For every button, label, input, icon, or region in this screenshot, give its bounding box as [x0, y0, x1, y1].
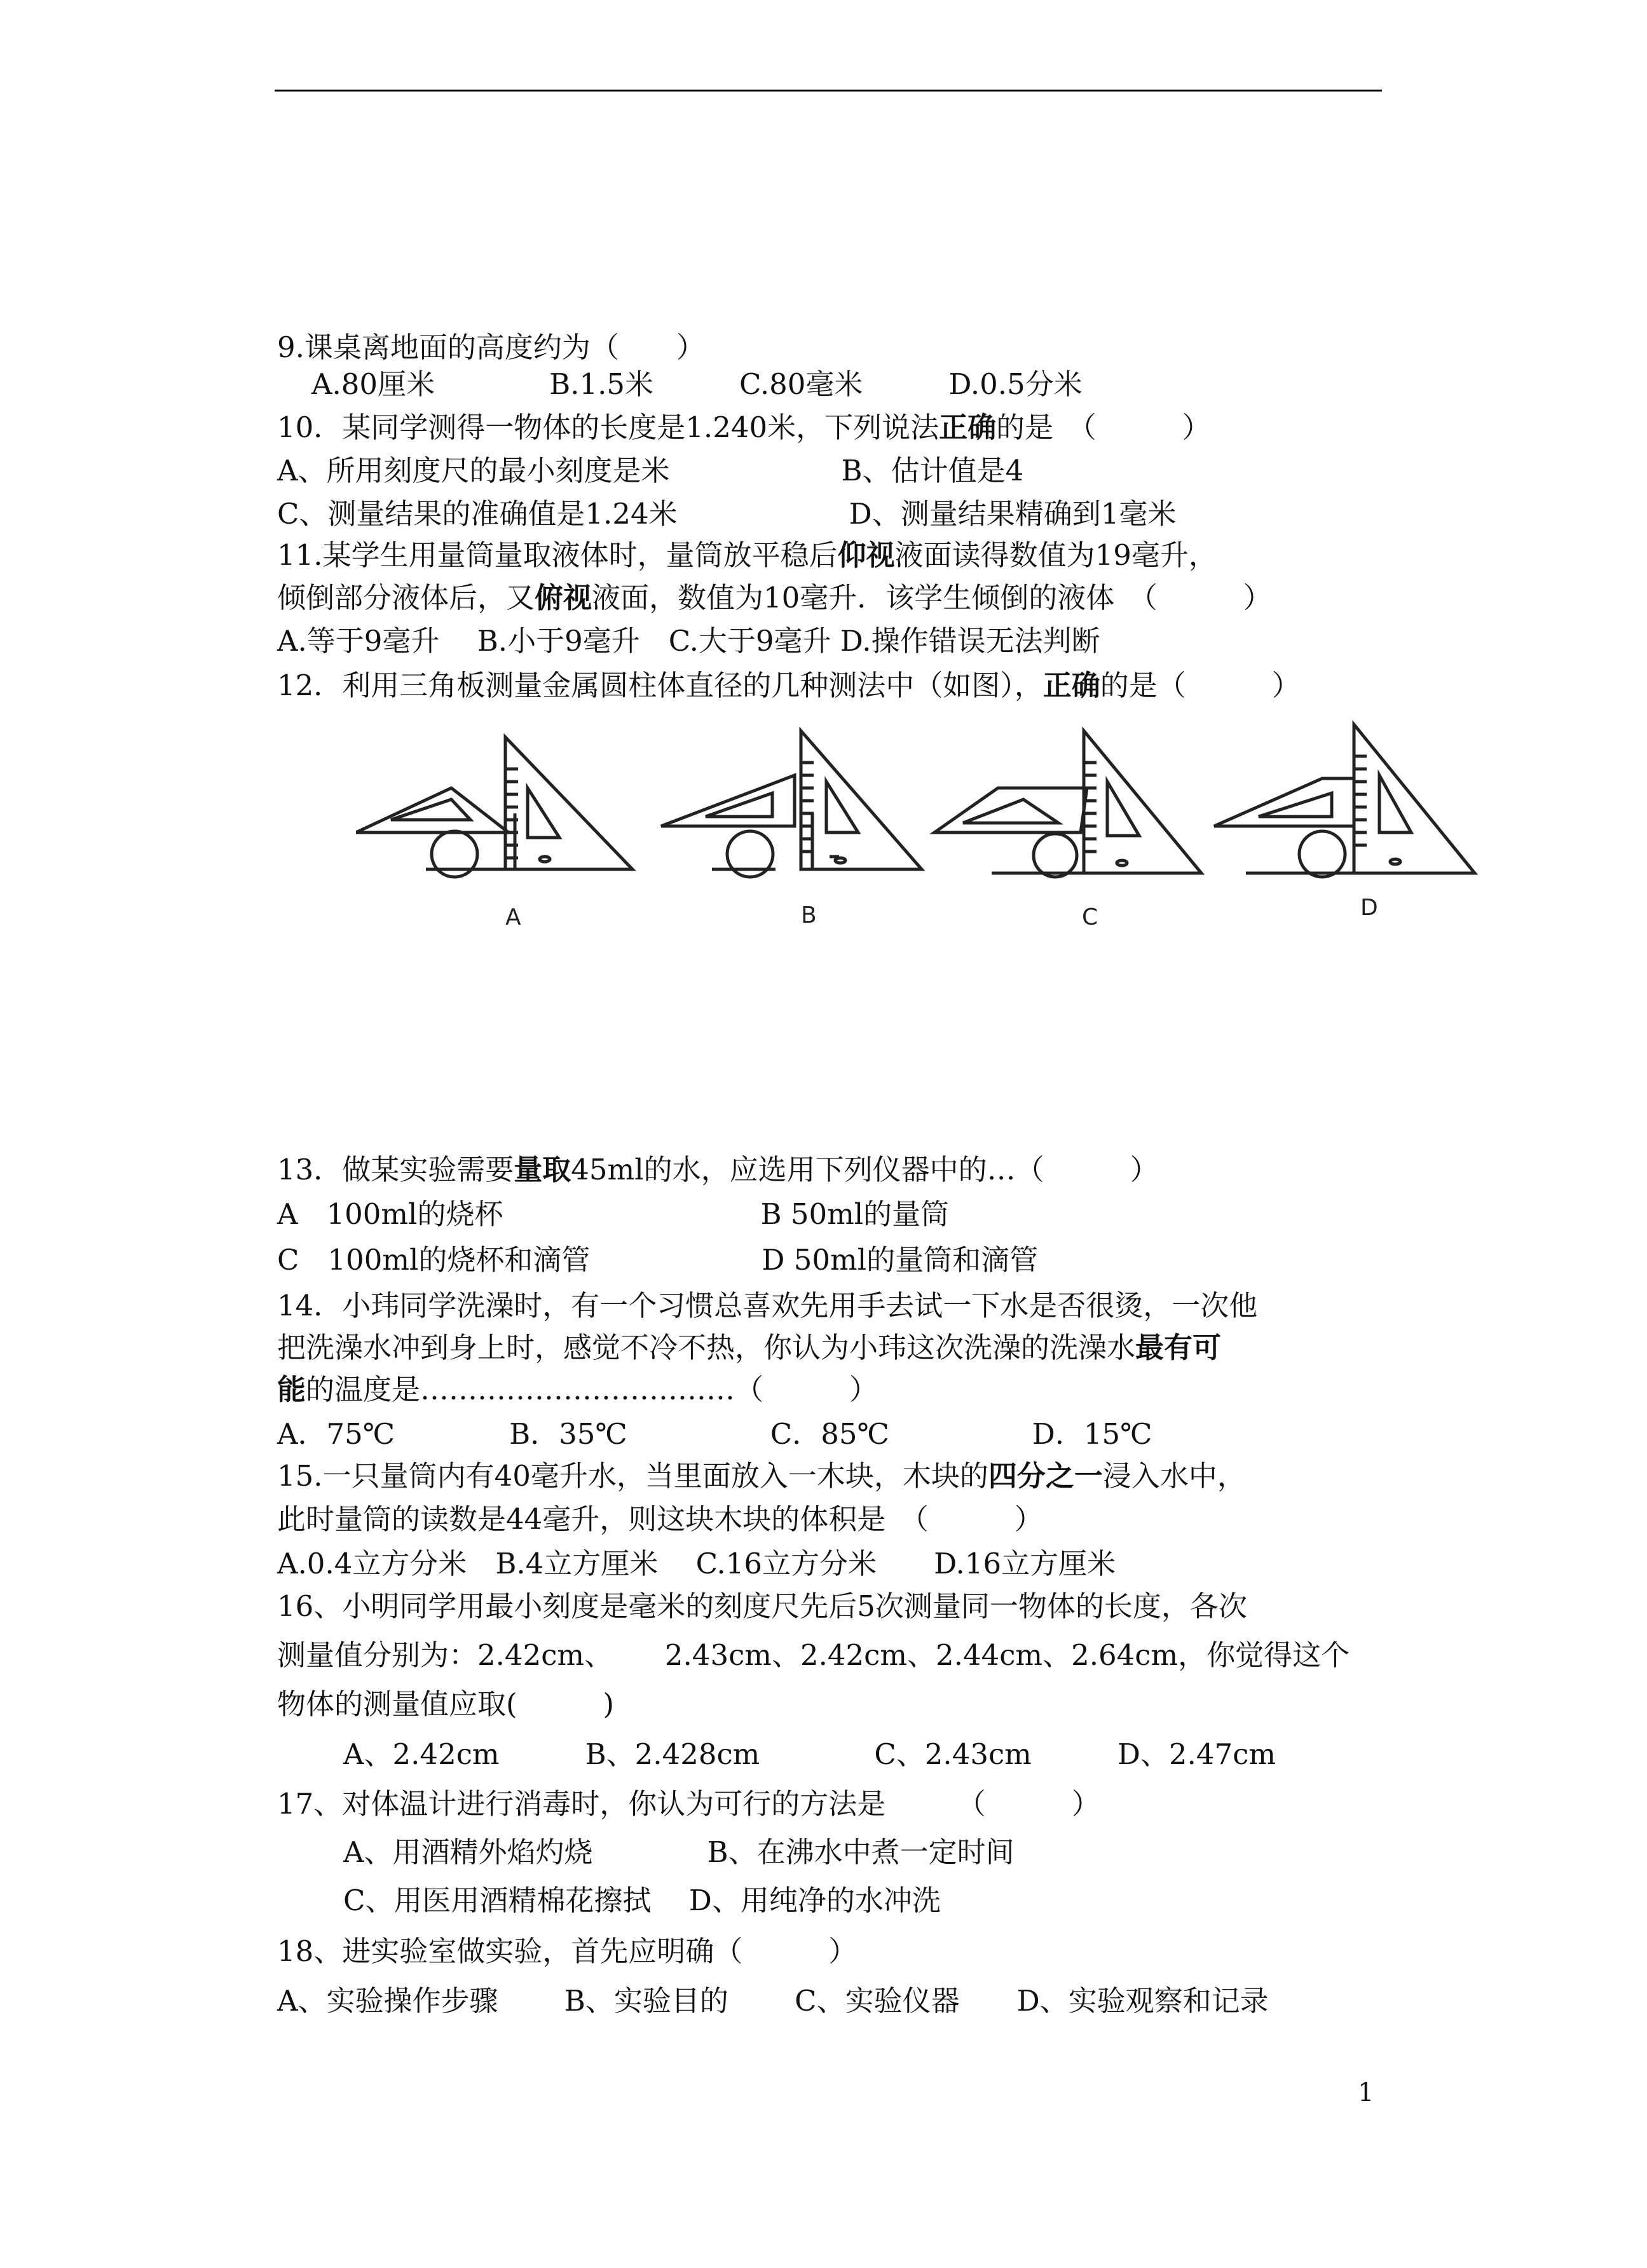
- q15-line1: [277, 1457, 1246, 1496]
- q17-options-row2: C、用医用酒精棉花擦拭 D、用纯净的水冲洗: [343, 1884, 941, 1917]
- q11-l1-bold: 仰视: [837, 538, 895, 572]
- q15-l1-pre: 15.一只量筒内有40毫升水，当里面放入一木块，木块的: [277, 1459, 988, 1493]
- q11-options: A.等于9毫升 B.小于9毫升 C.大于9毫升 D.操作错误无法判断: [277, 624, 1100, 658]
- q10-stem: [277, 408, 1211, 447]
- q16-line3: 物体的测量值应取( ): [277, 1687, 615, 1721]
- q13-stem: [277, 1150, 1159, 1190]
- q14-line2: [277, 1328, 1221, 1368]
- figure-label-d: D: [1360, 895, 1378, 921]
- q10-stem-pre: 10．某同学测得一物体的长度是1.240米，下列说法: [277, 411, 940, 444]
- q10-stem-post: 的是 （ ）: [996, 411, 1211, 444]
- q15-options: A.0.4立方分米 B.4立方厘米 C.16立方分米 D.16立方厘米: [277, 1547, 1116, 1580]
- figure-b: [661, 731, 922, 877]
- q11-l1-post: 液面读得数值为19毫升，: [894, 538, 1217, 572]
- q14-l3-post: 的温度是……………………………（ ）: [306, 1373, 878, 1406]
- q15-line2: 此时量筒的读数是44毫升，则这块木块的体积是 （ ）: [277, 1502, 1043, 1536]
- q9-stem: 9.课桌离地面的高度约为（ ）: [277, 330, 705, 364]
- figure-label-c: C: [1082, 904, 1098, 930]
- q10-options-row2: C、测量结果的准确值是1.24米 D、测量结果精确到1毫米: [277, 497, 1177, 531]
- q14-l3-bold: 能: [277, 1373, 306, 1406]
- q12-stem-bold: 正确: [1042, 669, 1100, 702]
- q14-l2-bold: 最有可: [1135, 1331, 1222, 1364]
- q10-stem-bold: 正确: [939, 411, 997, 444]
- page-number: 1: [1358, 2078, 1374, 2107]
- q11-l2-post: 液面，数值为10毫升．该学生倾倒的液体 （ ）: [592, 581, 1272, 615]
- q15-l1-bold: 四分之一: [988, 1459, 1103, 1493]
- q13-options-row2: C 100ml的烧杯和滴管 D 50ml的量筒和滴管: [277, 1243, 1039, 1277]
- q17-stem: 17、对体温计进行消毒时，你认为可行的方法是 （ ）: [277, 1787, 1100, 1821]
- header-rule: [275, 90, 1382, 92]
- q16-line2: 测量值分别为：2.42cm、 2.43cm、2.42cm、2.44cm、2.64cm，你觉得这个: [277, 1638, 1350, 1672]
- q16-options: A、2.42cm B、2.428cm C、2.43cm D、2.47cm: [343, 1737, 1276, 1771]
- q18-stem: 18、进实验室做实验，首先应明确（ ）: [277, 1934, 858, 1968]
- q13-stem-pre: 13．做某实验需要: [277, 1153, 514, 1186]
- q14-line1: 14．小玮同学洗澡时，有一个习惯总喜欢先用手去试一下水是否很烫，一次他: [277, 1289, 1258, 1322]
- figure-d: [1214, 724, 1475, 877]
- q11-l2-pre: 倾倒部分液体后，又: [277, 581, 535, 615]
- q12-stem-post: 的是（ ）: [1100, 669, 1301, 702]
- q14-options: A．75℃ B．35℃ C．85℃ D．15℃: [277, 1417, 1152, 1451]
- q15-l1-post: 浸入水中，: [1102, 1459, 1246, 1493]
- figure-a: [356, 737, 632, 877]
- q11-l1-pre: 11.某学生用量筒量取液体时，量筒放平稳后: [277, 538, 838, 572]
- q9-options: A.80厘米 B.1.5米 C.80毫米 D.0.5分米: [311, 367, 1083, 401]
- triangle-ruler-figure: [356, 718, 1487, 947]
- q11-line2: [277, 578, 1272, 618]
- q14-line3: [277, 1370, 878, 1409]
- q16-line1: 16、小明同学用最小刻度是毫米的刻度尺先后5次测量同一物体的长度，各次: [277, 1589, 1247, 1623]
- q13-stem-bold: 量取: [514, 1153, 571, 1186]
- q12-stem-pre: 12．利用三角板测量金属圆柱体直径的几种测法中（如图），: [277, 669, 1043, 702]
- q14-l2-pre: 把洗澡水冲到身上时，感觉不冷不热，你认为小玮这次洗澡的洗澡水: [277, 1331, 1136, 1364]
- q11-l2-bold: 俯视: [535, 581, 592, 615]
- figure-c: [934, 731, 1201, 877]
- q10-options-row1: A、所用刻度尺的最小刻度是米 B、估计值是4: [277, 454, 1024, 487]
- q11-line1: [277, 536, 1217, 575]
- figure-label-b: B: [801, 902, 817, 928]
- q13-options-row1: A 100ml的烧杯 B 50ml的量筒: [277, 1197, 950, 1231]
- figure-label-a: A: [505, 904, 521, 930]
- q17-options-row1: A、用酒精外焰灼烧 B、在沸水中煮一定时间: [343, 1835, 1015, 1869]
- q12-figure: [356, 718, 1487, 947]
- q12-stem: [277, 666, 1301, 705]
- q13-stem-post: 45ml的水，应选用下列仪器中的…（ ）: [571, 1153, 1159, 1186]
- q18-options: A、实验操作步骤 B、实验目的 C、实验仪器 D、实验观察和记录: [277, 1984, 1269, 2018]
